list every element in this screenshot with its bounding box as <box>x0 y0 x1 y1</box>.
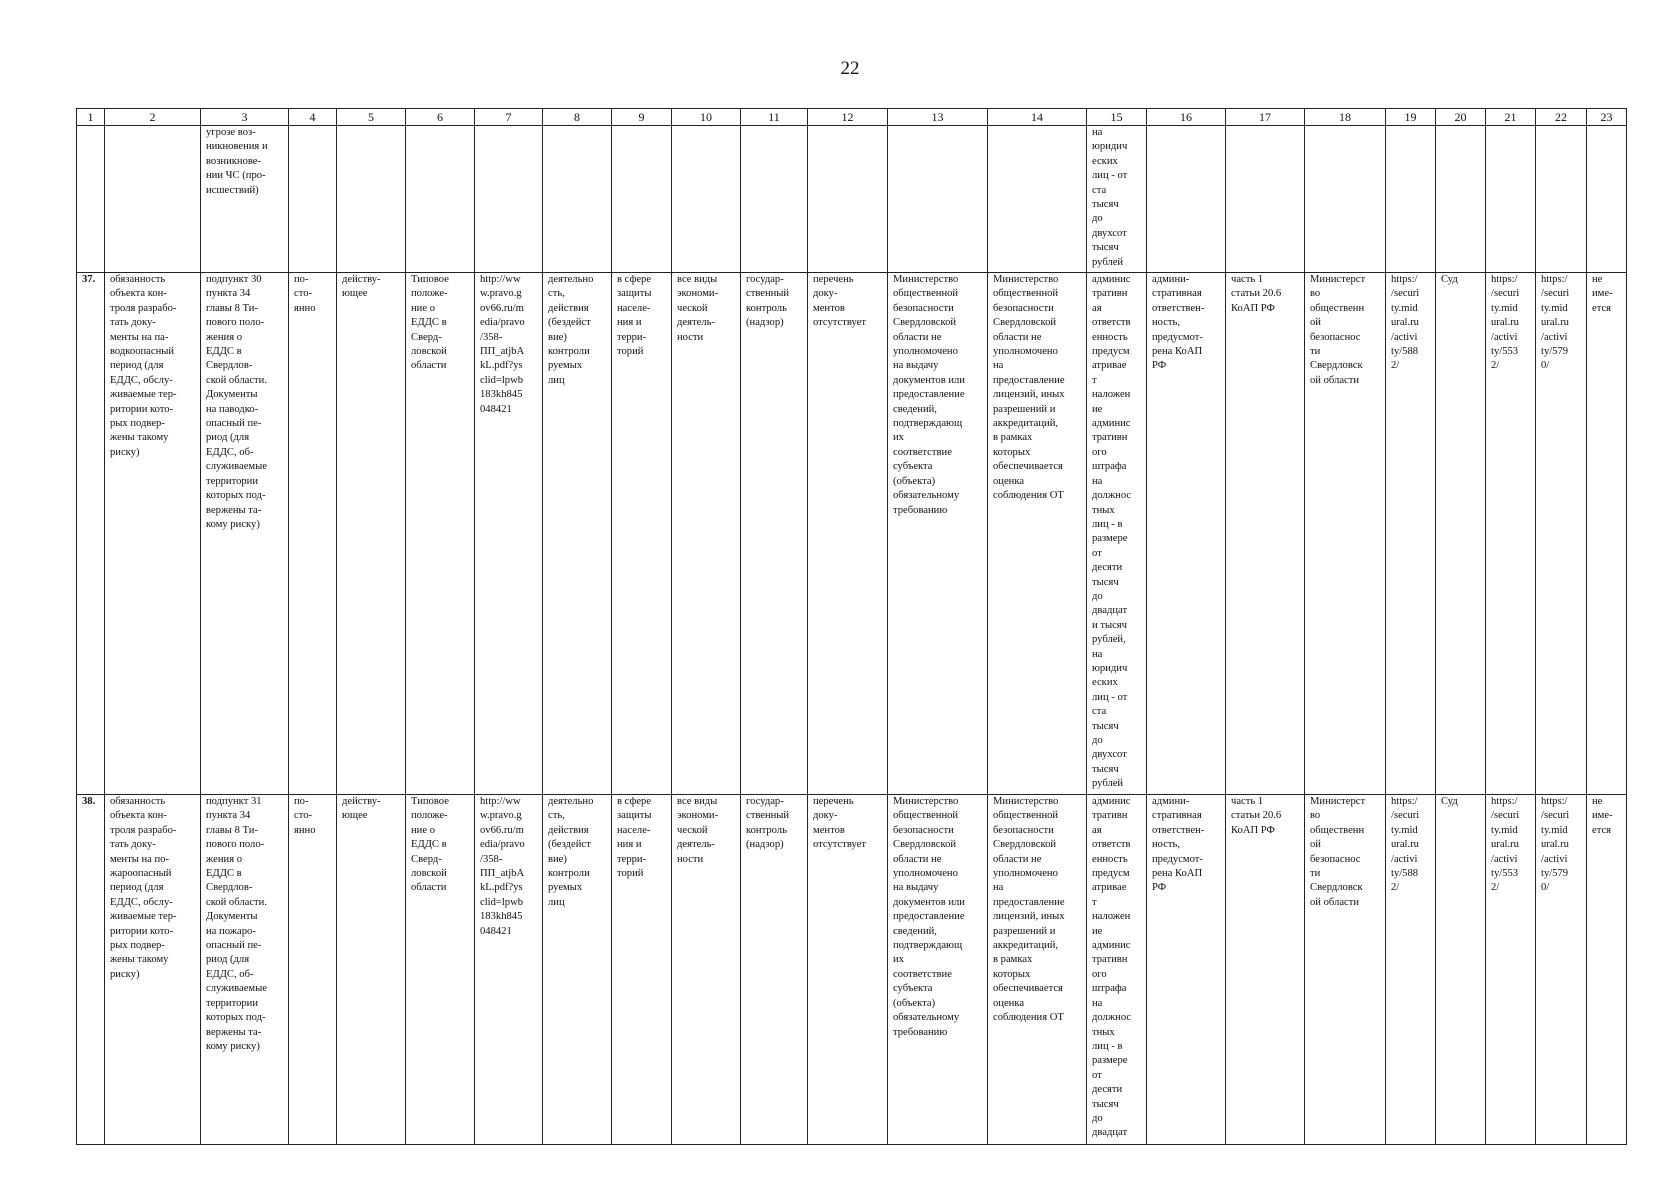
table-cell <box>543 126 612 273</box>
table-cell: все виды экономи- ческой деятель- ности <box>672 795 741 1145</box>
table-cell: Суд <box>1436 273 1486 795</box>
table-cell <box>1486 126 1536 273</box>
page-number: 22 <box>840 58 860 79</box>
table-cell <box>289 126 337 273</box>
table-cell: Типовое положе- ние о ЕДДС в Сверд- ловской области <box>406 273 475 795</box>
table-cell: в сфере защиты населе- ния и терри- торий <box>612 273 672 795</box>
table-cell: https:/ /securi ty.mid ural.ru /activi ty/579 0/ <box>1536 795 1587 1145</box>
column-header-4: 4 <box>289 109 337 126</box>
table-cell: Министерство общественной безопасности Свердловской области не уполномочено на выдачу документов или предоставление сведений, подтверждающ их соответствие субъекта (объекта) обязательному требованию <box>888 273 988 795</box>
table-cell: Министерство общественной безопасности Свердловской области не уполномочено на предоставление лицензий, иных разрешений и аккредитаций, в рамках которых обеспечивается оценка соблюдения ОТ <box>988 273 1087 795</box>
table-cell <box>612 126 672 273</box>
table-cell: https:/ /securi ty.mid ural.ru /activi ty/588 2/ <box>1386 273 1436 795</box>
table-cell: на юридич еских лиц - от ста тысяч до двухсот тысяч рублей <box>1087 126 1147 273</box>
table-cell: обязанность объекта кон- троля разрабо- тать доку- менты на па- водкоопасный период (для ЕДДС, обслу- живаемые тер- ритории кото- рых подвер- жены такому риску) <box>105 273 201 795</box>
column-header-2: 2 <box>105 109 201 126</box>
table-cell: 37. <box>77 273 105 795</box>
table-cell: деятельно сть, действия (бездейст вие) контроли руемых лиц <box>543 795 612 1145</box>
column-header-20: 20 <box>1436 109 1486 126</box>
table-cell <box>1536 126 1587 273</box>
column-header-10: 10 <box>672 109 741 126</box>
table-cell: все виды экономи- ческой деятель- ности <box>672 273 741 795</box>
table-cell: подпункт 31 пункта 34 главы 8 Ти- пового поло- жения о ЕДДС в Свердлов- ской области. Документы на пожаро- опасный пе- риод (для ЕДДС, об- служиваемые территории которых под- вержены та- кому риску) <box>201 795 289 1145</box>
table-cell: государ- ственный контроль (надзор) <box>741 795 808 1145</box>
column-header-13: 13 <box>888 109 988 126</box>
table-cell: админи- стративная ответствен- ность, предусмот- рена КоАП РФ <box>1147 795 1226 1145</box>
column-header-23: 23 <box>1587 109 1627 126</box>
table-cell <box>1587 126 1627 273</box>
column-header-19: 19 <box>1386 109 1436 126</box>
table-cell <box>1436 126 1486 273</box>
table-cell <box>808 126 888 273</box>
table-cell <box>672 126 741 273</box>
table-cell <box>1226 126 1305 273</box>
column-header-16: 16 <box>1147 109 1226 126</box>
table-row-continuation <box>77 126 1627 273</box>
table-cell: Суд <box>1436 795 1486 1145</box>
table-cell: угрозе воз- никновения и возникнове- нии ЧС (про- исшествий) <box>201 126 289 273</box>
table-cell: https:/ /securi ty.mid ural.ru /activi ty/553 2/ <box>1486 795 1536 1145</box>
column-header-18: 18 <box>1305 109 1386 126</box>
table-cell <box>741 126 808 273</box>
table-cell: админи- стративная ответствен- ность, предусмот- рена КоАП РФ <box>1147 273 1226 795</box>
table-cell: перечень доку- ментов отсутствует <box>808 795 888 1145</box>
column-header-21: 21 <box>1486 109 1536 126</box>
header-row <box>77 109 1627 126</box>
registry-table <box>76 108 1627 1145</box>
table-cell: https:/ /securi ty.mid ural.ru /activi ty/553 2/ <box>1486 273 1536 795</box>
column-header-14: 14 <box>988 109 1087 126</box>
table-cell: в сфере защиты населе- ния и терри- торий <box>612 795 672 1145</box>
table-cell: подпункт 30 пункта 34 главы 8 Ти- пового поло- жения о ЕДДС в Свердлов- ской области. Документы на паводко- опасный пе- риод (для ЕДДС, об- служиваемые территории которых под- вержены та- кому риску) <box>201 273 289 795</box>
table-cell: https:/ /securi ty.mid ural.ru /activi ty/588 2/ <box>1386 795 1436 1145</box>
column-header-5: 5 <box>337 109 406 126</box>
table-cell: Министерст во общественн ой безопаснос ти Свердловск ой области <box>1305 273 1386 795</box>
table-cell: Министерст во общественн ой безопаснос ти Свердловск ой области <box>1305 795 1386 1145</box>
column-header-9: 9 <box>612 109 672 126</box>
table-cell <box>105 126 201 273</box>
table-cell <box>406 126 475 273</box>
column-header-17: 17 <box>1226 109 1305 126</box>
column-header-1: 1 <box>77 109 105 126</box>
table-cell: 38. <box>77 795 105 1145</box>
table-cell <box>1305 126 1386 273</box>
column-header-3: 3 <box>201 109 289 126</box>
table-cell: по- сто- янно <box>289 273 337 795</box>
table-cell: Министерство общественной безопасности Свердловской области не уполномочено на выдачу документов или предоставление сведений, подтверждающ их соответствие субъекта (объекта) обязательному требованию <box>888 795 988 1145</box>
table-cell: часть 1 статьи 20.6 КоАП РФ <box>1226 273 1305 795</box>
table-cell: часть 1 статьи 20.6 КоАП РФ <box>1226 795 1305 1145</box>
table-cell: не име- ется <box>1587 795 1627 1145</box>
table-cell: по- сто- янно <box>289 795 337 1145</box>
column-header-22: 22 <box>1536 109 1587 126</box>
table-cell: Типовое положе- ние о ЕДДС в Сверд- ловской области <box>406 795 475 1145</box>
column-header-7: 7 <box>475 109 543 126</box>
table-row-38 <box>77 795 1627 1145</box>
table-cell: http://ww w.pravo.g ov66.ru/m edia/pravo /358- ПП_atjbA kL.pdf?ys clid=lpwb 183kh845 048421 <box>475 795 543 1145</box>
table-cell: Министерство общественной безопасности Свердловской области не уполномочено на предоставление лицензий, иных разрешений и аккредитаций, в рамках которых обеспечивается оценка соблюдения ОТ <box>988 795 1087 1145</box>
table-cell: государ- ственный контроль (надзор) <box>741 273 808 795</box>
table-cell <box>988 126 1087 273</box>
column-header-11: 11 <box>741 109 808 126</box>
table-cell <box>77 126 105 273</box>
table-cell: действу- ющее <box>337 795 406 1145</box>
table-cell <box>475 126 543 273</box>
table-cell: админис тративн ая ответств енность предусм атривае т наложен ие админис тративн ого штрафа на должнос тных лиц - в размере от десяти тысяч до двадцат и тысяч рублей, на юридич еских лиц - от ста тысяч до двухсот тысяч рублей <box>1087 273 1147 795</box>
column-header-12: 12 <box>808 109 888 126</box>
table-cell: действу- ющее <box>337 273 406 795</box>
table-cell: обязанность объекта кон- троля разрабо- тать доку- менты на по- жароопасный период (для ЕДДС, обслу- живаемые тер- ритории кото- рых подвер- жены такому риску) <box>105 795 201 1145</box>
table-cell: перечень доку- ментов отсутствует <box>808 273 888 795</box>
table-cell <box>1147 126 1226 273</box>
column-header-15: 15 <box>1087 109 1147 126</box>
table-cell: деятельно сть, действия (бездейст вие) контроли руемых лиц <box>543 273 612 795</box>
table-cell: http://ww w.pravo.g ov66.ru/m edia/pravo /358- ПП_atjbA kL.pdf?ys clid=lpwb 183kh845 048421 <box>475 273 543 795</box>
table-cell: не име- ется <box>1587 273 1627 795</box>
table-cell <box>888 126 988 273</box>
table-cell <box>1386 126 1436 273</box>
table-cell: админис тративн ая ответств енность предусм атривае т наложен ие админис тративн ого штрафа на должнос тных лиц - в размере от десяти тысяч до двадцат <box>1087 795 1147 1145</box>
table-cell <box>337 126 406 273</box>
table-row-37 <box>77 273 1627 795</box>
column-header-6: 6 <box>406 109 475 126</box>
table-cell: https:/ /securi ty.mid ural.ru /activi ty/579 0/ <box>1536 273 1587 795</box>
column-header-8: 8 <box>543 109 612 126</box>
